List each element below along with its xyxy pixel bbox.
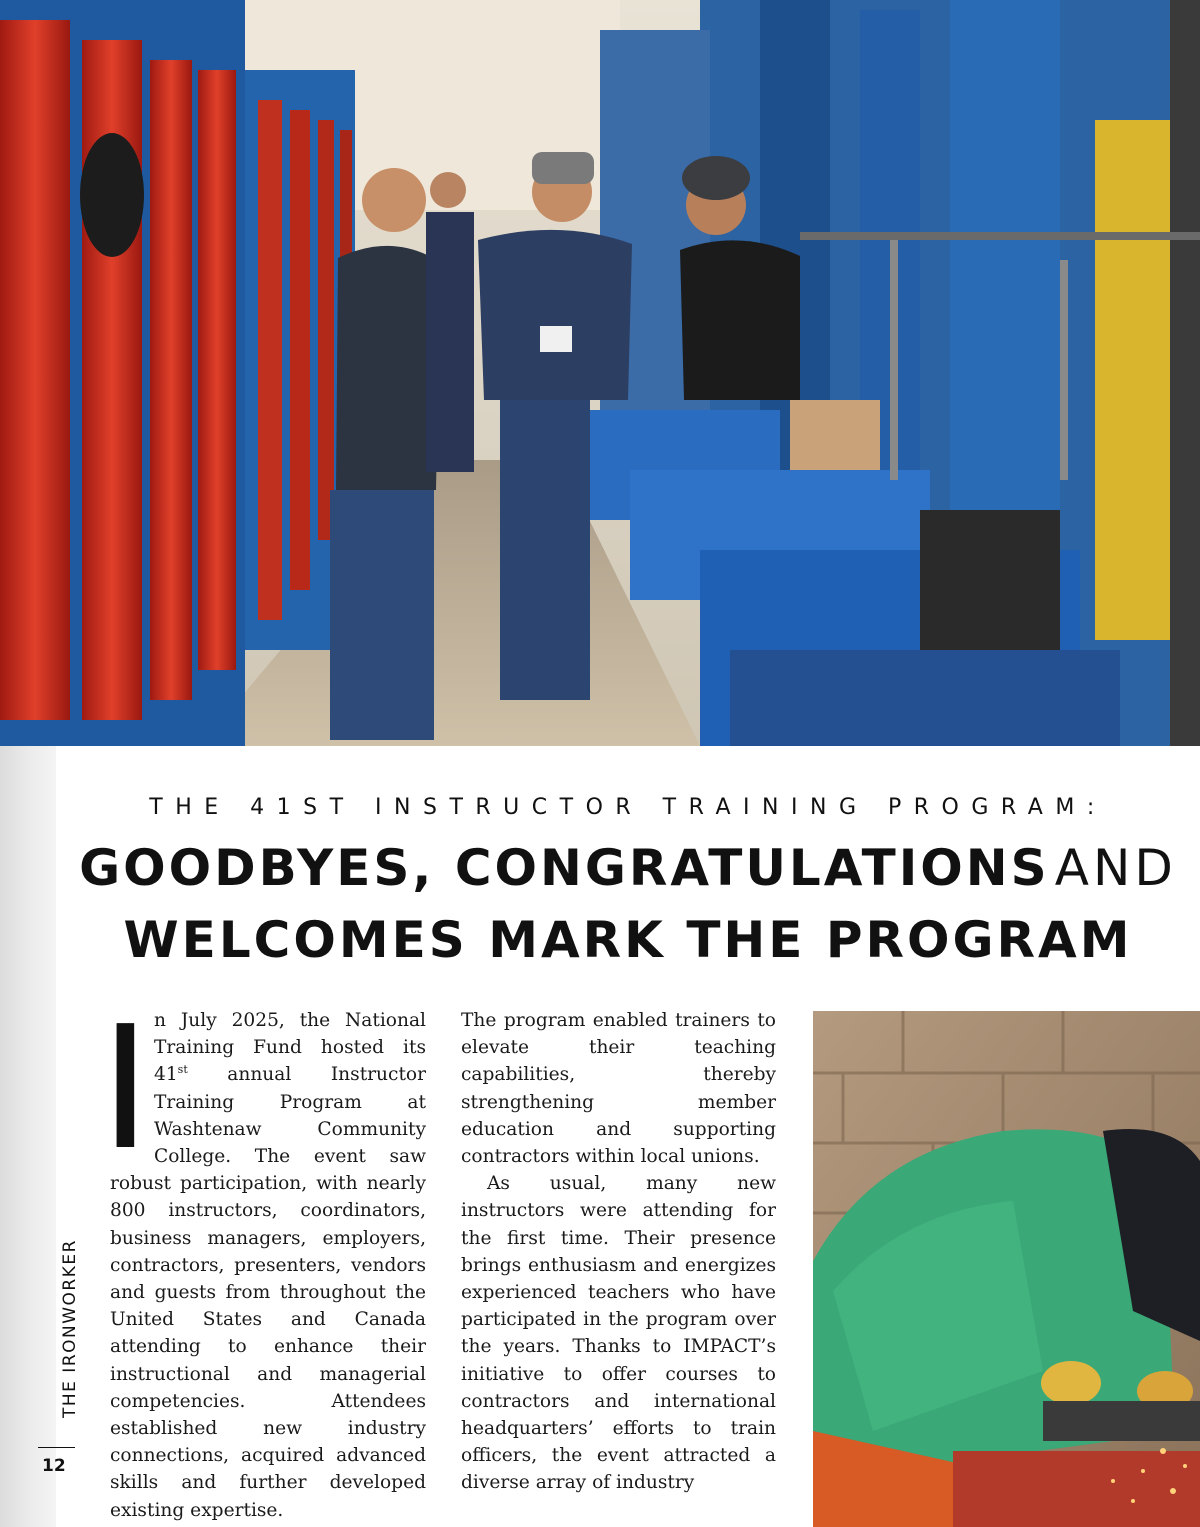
body-paragraph <box>108 990 426 1524</box>
body-paragraph: As usual, many new instructors were attending for the first time. Their presence brings enthusiasm and energizes experienced teachers who have participated in the program over the years. Thanks to IMPACT’s initiative to offer courses to contractors and international headquarters’ efforts to train officers, the event attracted a diverse array of industry <box>461 1173 776 1494</box>
margin-strip <box>0 746 56 1527</box>
headline-line-1 <box>56 838 1200 910</box>
paragraph-text: n July 2025, the National Training Fund hosted its 41 <box>154 1010 426 1086</box>
article-headline <box>56 838 1200 970</box>
body-column-1 <box>108 990 426 1524</box>
folio-rule <box>38 1447 75 1448</box>
publication-name: THE IRONWORKER <box>60 1239 80 1418</box>
headline-line-1-light: AND <box>1054 839 1177 897</box>
body-paragraph: The program enabled trainers to elevate their teaching capabilities, thereby strengthening member education and supporting contractors within local unions. <box>461 1010 776 1168</box>
headline-line-2: WELCOMES MARK THE PROGRAM <box>123 911 1133 969</box>
welding-shop-photo-icon <box>0 0 1200 746</box>
paragraph-text-cont: annual Instructor Training Program at Washtenaw Community College. The event saw robust participation, with nearly 800 instructors, coordinators, business managers, employers, contractors, presenters, vendors and guests from throughout the United States and Canada attending to enhance their instructional and managerial competencies. Attendees established new industry connections, acquired advanced skills and further developed existing expertise. <box>110 1064 426 1521</box>
worker-grinding-photo-icon <box>813 1011 1200 1527</box>
inset-photo <box>813 1011 1200 1527</box>
body-column-2 <box>461 1007 776 1497</box>
drop-cap: I <box>108 990 143 1188</box>
headline-line-1-bold: GOODBYES, CONGRATULATIONS <box>79 839 1050 897</box>
hero-photo <box>0 0 1200 746</box>
page-number: 12 <box>42 1456 66 1476</box>
article-kicker: THE 41ST INSTRUCTOR TRAINING PROGRAM: <box>149 795 1107 820</box>
ordinal-suffix: st <box>177 1063 188 1077</box>
